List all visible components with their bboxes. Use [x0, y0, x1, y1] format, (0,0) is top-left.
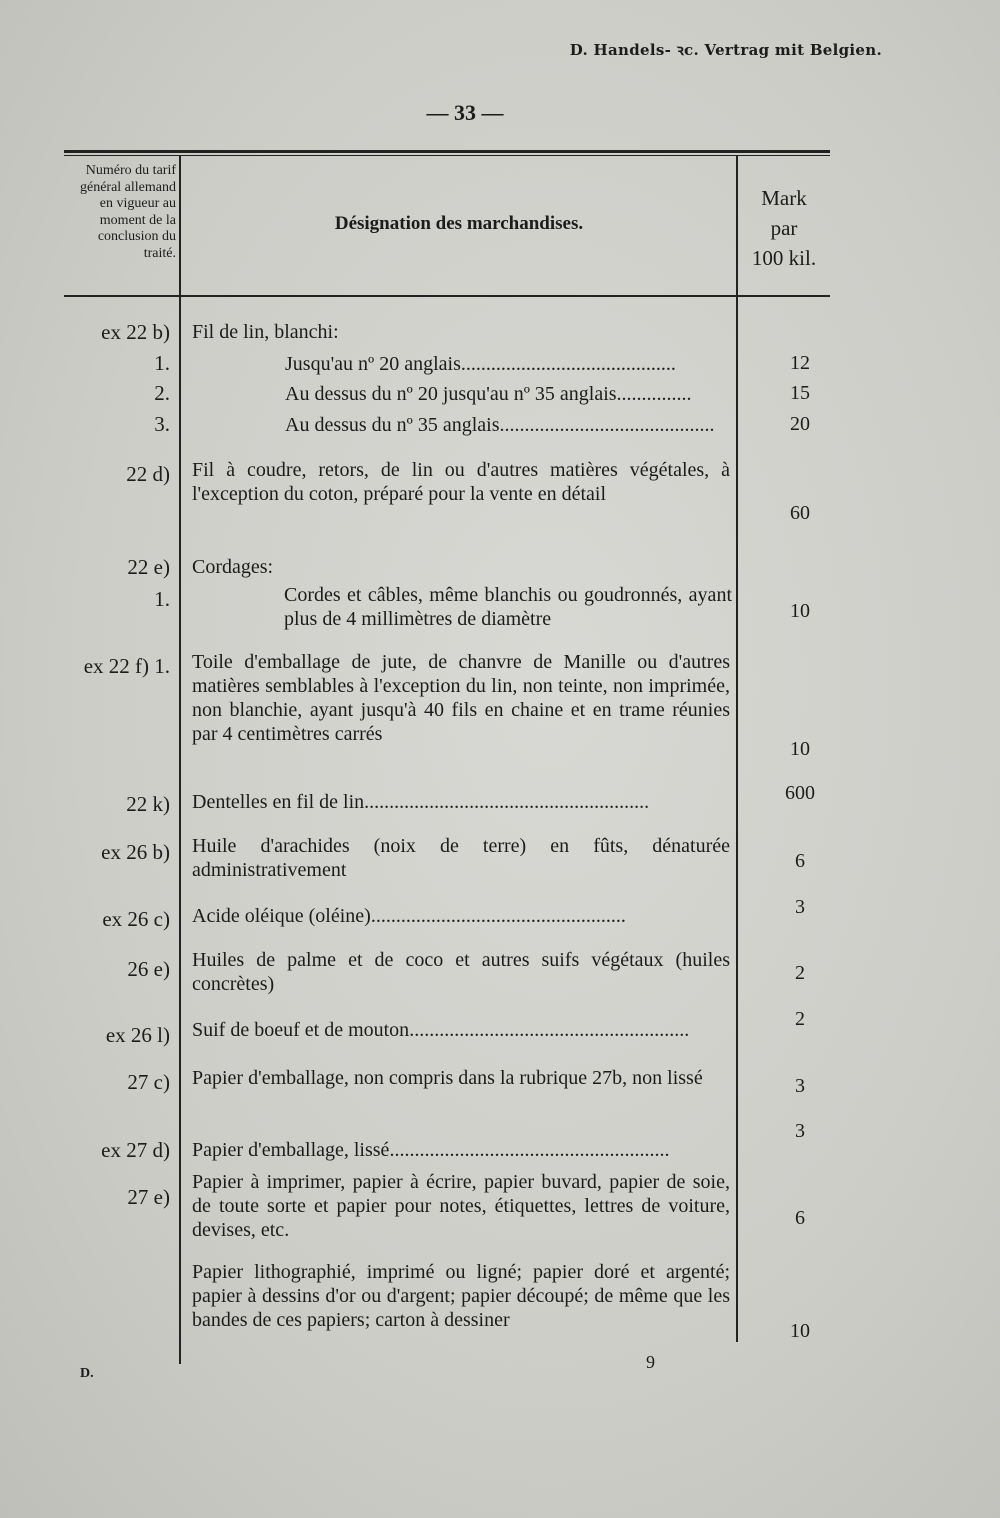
duty-rate: 600: [785, 782, 815, 804]
mark-label: Mark: [761, 186, 807, 210]
goods-description: Huiles de palme et de coco et autres suifs végétaux (huiles concrètes): [192, 949, 730, 995]
per-label: par: [770, 216, 798, 240]
goods-description: Cordes et câbles, même blanchis ou goudronnés, ayant plus de 4 millimètres de diamètre: [284, 584, 732, 630]
tariff-code: 27 e): [127, 1185, 170, 1209]
tariff-code: 26 e): [127, 957, 170, 981]
tariff-code: 1.: [154, 587, 170, 611]
duty-rate: 3: [795, 896, 805, 918]
tariff-code: 1.: [154, 351, 170, 375]
duty-rate: 2: [795, 1008, 805, 1030]
goods-description: Fil de lin, blanchi:: [192, 321, 339, 343]
column-header-number: Numéro du tarif général allemand en vigueur au moment de la conclusion du traité.: [79, 163, 176, 261]
goods-description: Acide oléique (oléine)...................................................: [192, 905, 626, 927]
goods-description: Au dessus du nº 35 anglais...........................................: [285, 414, 715, 436]
column-header-designation: Désignation des marchandises.: [334, 213, 584, 234]
duty-rate: 12: [790, 352, 810, 374]
goods-description: Au dessus du nº 20 jusqu'au nº 35 anglais...............: [285, 383, 692, 405]
tariff-code: ex 27 d): [101, 1138, 170, 1162]
unit-label: 100 kil.: [751, 246, 817, 270]
column-divider-right: [736, 156, 738, 1342]
column-header-mark: [740, 183, 828, 273]
duty-rate: 10: [790, 600, 810, 622]
duty-rate: 3: [795, 1075, 805, 1097]
duty-rate: 6: [795, 1207, 805, 1229]
page-number: — 33 —: [426, 100, 504, 125]
duty-rate: 60: [790, 502, 810, 524]
goods-description: Cordages:: [192, 556, 274, 578]
tariff-code: 22 d): [126, 462, 170, 486]
tariff-code: 3.: [154, 412, 170, 436]
tariff-code: ex 22 f) 1.: [83, 654, 170, 678]
goods-description: Jusqu'au nº 20 anglais...........................................: [285, 353, 676, 375]
column-divider-left: [179, 156, 181, 1364]
duty-rate: 2: [795, 962, 805, 984]
table-top-rule-thick: [64, 150, 830, 153]
tariff-code: 2.: [154, 381, 170, 405]
goods-description: Papier à imprimer, papier à écrire, papier buvard, papier de soie, de toute sorte et papier pour notes, étiquettes, lettres de voiture, devises, etc.: [192, 1171, 730, 1241]
goods-description: Huile d'arachides (noix de terre) en fûts, dénaturée administrativement: [192, 835, 730, 881]
tariff-code: ex 26 c): [102, 907, 170, 931]
goods-description: Fil à coudre, retors, de lin ou d'autres matières végétales, à l'exception du coton, préparé pour la vente en détail: [192, 459, 730, 505]
tariff-code: ex 26 l): [105, 1023, 170, 1047]
duty-rate: 3: [795, 1120, 805, 1142]
goods-description: Papier d'emballage, non compris dans la rubrique 27b, non lissé: [192, 1067, 703, 1089]
duty-rate: 6: [795, 850, 805, 872]
tariff-code: ex 26 b): [101, 840, 170, 864]
goods-description: Suif de boeuf et de mouton........................................................: [192, 1019, 690, 1041]
running-head: D. Handels- ꝛc. Vertrag mit Belgien.: [569, 41, 882, 59]
signature-mark: 9: [646, 1352, 655, 1372]
duty-rate: 10: [790, 738, 810, 760]
tariff-code: 27 c): [127, 1070, 170, 1094]
duty-rate: 20: [790, 413, 810, 435]
duty-rate: 15: [790, 382, 810, 404]
signature-letter: D.: [80, 1366, 94, 1381]
goods-description: Papier d'emballage, lissé........................................................: [192, 1139, 670, 1161]
tariff-code: ex 22 b): [101, 320, 170, 344]
duty-rate: 10: [790, 1320, 810, 1342]
goods-description: Papier lithographié, imprimé ou ligné; papier doré et argenté; papier à dessins d'or ou d'argent; papier découpé; de même que les bandes de ces papiers; carton à dessiner: [192, 1261, 730, 1331]
tariff-code: 22 k): [126, 792, 170, 816]
tariff-code: 22 e): [127, 555, 170, 579]
goods-description: Dentelles en fil de lin.........................................................: [192, 791, 650, 813]
goods-description: Toile d'emballage de jute, de chanvre de Manille ou d'autres matières semblables à l'exception du lin, non teinte, non imprimée, non blanchie, ayant jusqu'à 40 fils en chaine et en trame réunies par 4 centimètres carrés: [192, 651, 730, 745]
